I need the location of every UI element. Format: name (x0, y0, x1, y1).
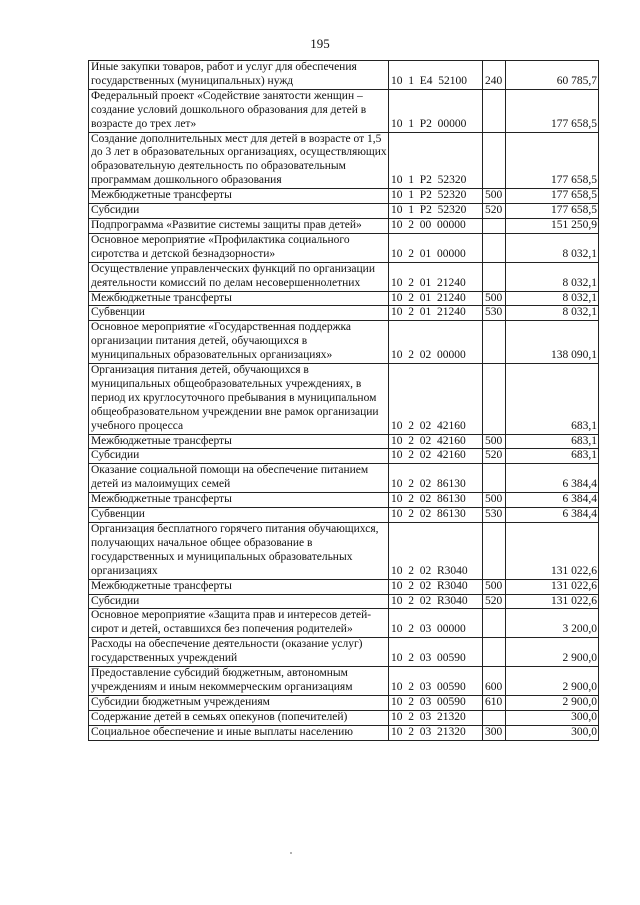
row-amount-cell: 8 032,1 (506, 306, 599, 321)
row-expense-type-cell: 520 (483, 594, 506, 609)
table-row (89, 189, 599, 204)
scan-speck (290, 852, 292, 854)
row-expense-type-cell: 520 (483, 204, 506, 219)
row-expense-type-cell: 500 (483, 579, 506, 594)
row-name-cell: Социальное обеспечение и иные выплаты населению (89, 725, 389, 740)
row-expense-type-cell: 500 (483, 189, 506, 204)
row-code-cell: 10 1 Е4 52100 (389, 61, 483, 90)
table-row (89, 464, 599, 493)
row-name-cell: Организация бесплатного горячего питания обучающихся, получающих начальное общее образование в государственных и муниципальных образовательных организациях (89, 523, 389, 580)
table-row (89, 233, 599, 262)
table-row (89, 321, 599, 364)
table-row (89, 493, 599, 508)
row-name-cell: Межбюджетные трансферты (89, 579, 389, 594)
row-name-cell: Создание дополнительных мест для детей в возрасте от 1,5 до 3 лет в образовательных организациях, осуществляющих образовательную деятельность по образовательным программам дошкольного образования (89, 132, 389, 189)
row-amount-cell: 8 032,1 (506, 262, 599, 291)
row-amount-cell: 300,0 (506, 710, 599, 725)
row-amount-cell: 131 022,6 (506, 523, 599, 580)
page-number: 195 (310, 36, 330, 51)
row-name-cell: Содержание детей в семьях опекунов (попечителей) (89, 710, 389, 725)
row-name-cell: Межбюджетные трансферты (89, 434, 389, 449)
row-name-cell: Предоставление субсидий бюджетным, автономным учреждениям и иным некоммерческим организациям (89, 667, 389, 696)
table-row (89, 579, 599, 594)
row-amount-cell: 300,0 (506, 725, 599, 740)
row-expense-type-cell: 520 (483, 449, 506, 464)
table-row (89, 218, 599, 233)
table-row (89, 710, 599, 725)
row-code-cell: 10 2 03 21320 (389, 725, 483, 740)
row-code-cell: 10 2 02 86130 (389, 464, 483, 493)
row-amount-cell: 138 090,1 (506, 321, 599, 364)
row-amount-cell: 8 032,1 (506, 233, 599, 262)
row-amount-cell: 8 032,1 (506, 291, 599, 306)
row-expense-type-cell: 240 (483, 61, 506, 90)
table-row (89, 132, 599, 189)
row-code-cell: 10 1 Р2 52320 (389, 189, 483, 204)
row-amount-cell: 131 022,6 (506, 579, 599, 594)
table-row (89, 523, 599, 580)
row-expense-type-cell: 500 (483, 493, 506, 508)
row-name-cell: Подпрограмма «Развитие системы защиты прав детей» (89, 218, 389, 233)
row-code-cell: 10 2 03 21320 (389, 710, 483, 725)
row-expense-type-cell (483, 710, 506, 725)
table-row (89, 364, 599, 435)
row-name-cell: Межбюджетные трансферты (89, 493, 389, 508)
row-amount-cell: 683,1 (506, 449, 599, 464)
row-name-cell: Федеральный проект «Содействие занятости женщин – создание условий дошкольного образования для детей в возрасте до трех лет» (89, 89, 389, 132)
row-expense-type-cell (483, 89, 506, 132)
row-code-cell: 10 2 03 00590 (389, 638, 483, 667)
table-row (89, 609, 599, 638)
row-name-cell: Расходы на обеспечение деятельности (оказание услуг) государственных учреждений (89, 638, 389, 667)
row-name-cell: Межбюджетные трансферты (89, 291, 389, 306)
row-expense-type-cell (483, 364, 506, 435)
row-expense-type-cell: 300 (483, 725, 506, 740)
row-name-cell: Межбюджетные трансферты (89, 189, 389, 204)
table-row (89, 204, 599, 219)
row-amount-cell: 151 250,9 (506, 218, 599, 233)
row-code-cell: 10 2 02 86130 (389, 508, 483, 523)
row-name-cell: Оказание социальной помощи на обеспечение питанием детей из малоимущих семей (89, 464, 389, 493)
row-code-cell: 10 2 02 86130 (389, 493, 483, 508)
table-row (89, 449, 599, 464)
row-name-cell: Осуществление управленческих функций по организации деятельности комиссий по делам несовершеннолетних (89, 262, 389, 291)
row-code-cell: 10 2 02 R3040 (389, 579, 483, 594)
row-name-cell: Субвенции (89, 508, 389, 523)
table-row (89, 667, 599, 696)
row-code-cell: 10 1 Р2 00000 (389, 89, 483, 132)
table-row (89, 61, 599, 90)
row-expense-type-cell (483, 523, 506, 580)
table-row (89, 89, 599, 132)
row-expense-type-cell (483, 609, 506, 638)
row-code-cell: 10 2 02 R3040 (389, 523, 483, 580)
row-name-cell: Основное мероприятие «Государственная поддержка организации питания детей, обучающихся в муниципальных образовательных организациях» (89, 321, 389, 364)
table-row (89, 306, 599, 321)
row-code-cell: 10 2 01 00000 (389, 233, 483, 262)
row-name-cell: Основное мероприятие «Профилактика социального сиротства и детской безнадзорности» (89, 233, 389, 262)
row-name-cell: Иные закупки товаров, работ и услуг для обеспечения государственных (муниципальных) нужд (89, 61, 389, 90)
table-row (89, 695, 599, 710)
row-name-cell: Субвенции (89, 306, 389, 321)
row-name-cell: Субсидии (89, 204, 389, 219)
row-expense-type-cell: 530 (483, 508, 506, 523)
row-expense-type-cell (483, 321, 506, 364)
row-code-cell: 10 2 03 00590 (389, 667, 483, 696)
row-amount-cell: 6 384,4 (506, 508, 599, 523)
row-name-cell: Субсидии (89, 449, 389, 464)
row-amount-cell: 3 200,0 (506, 609, 599, 638)
row-expense-type-cell (483, 233, 506, 262)
row-expense-type-cell (483, 262, 506, 291)
row-amount-cell: 6 384,4 (506, 464, 599, 493)
row-amount-cell: 2 900,0 (506, 638, 599, 667)
row-expense-type-cell: 530 (483, 306, 506, 321)
row-expense-type-cell (483, 638, 506, 667)
row-code-cell: 10 2 02 00000 (389, 321, 483, 364)
row-amount-cell: 177 658,5 (506, 89, 599, 132)
row-code-cell: 10 2 01 21240 (389, 306, 483, 321)
row-code-cell: 10 2 02 42160 (389, 434, 483, 449)
row-expense-type-cell: 600 (483, 667, 506, 696)
row-code-cell: 10 2 01 21240 (389, 291, 483, 306)
table-row (89, 638, 599, 667)
row-name-cell: Субсидии бюджетным учреждениям (89, 695, 389, 710)
row-expense-type-cell: 500 (483, 291, 506, 306)
row-code-cell: 10 2 02 R3040 (389, 594, 483, 609)
row-code-cell: 10 2 02 42160 (389, 364, 483, 435)
row-name-cell: Организация питания детей, обучающихся в муниципальных общеобразовательных учреждениях, в период их круглосуточного пребывания в муниципальном общеобразовательном учреждении вне рамок организации учебного процесса (89, 364, 389, 435)
row-expense-type-cell (483, 132, 506, 189)
table-row (89, 434, 599, 449)
row-amount-cell: 177 658,5 (506, 204, 599, 219)
row-expense-type-cell: 610 (483, 695, 506, 710)
table-row (89, 291, 599, 306)
row-expense-type-cell: 500 (483, 434, 506, 449)
row-amount-cell: 131 022,6 (506, 594, 599, 609)
row-amount-cell: 177 658,5 (506, 189, 599, 204)
row-amount-cell: 177 658,5 (506, 132, 599, 189)
budget-table (88, 60, 599, 741)
row-name-cell: Основное мероприятие «Защита прав и интересов детей-сирот и детей, оставшихся без попечения родителей» (89, 609, 389, 638)
row-amount-cell: 683,1 (506, 434, 599, 449)
row-expense-type-cell (483, 464, 506, 493)
row-amount-cell: 2 900,0 (506, 667, 599, 696)
row-code-cell: 10 2 01 21240 (389, 262, 483, 291)
row-code-cell: 10 1 Р2 52320 (389, 132, 483, 189)
row-amount-cell: 60 785,7 (506, 61, 599, 90)
row-code-cell: 10 2 02 42160 (389, 449, 483, 464)
table-row (89, 262, 599, 291)
row-amount-cell: 6 384,4 (506, 493, 599, 508)
row-code-cell: 10 1 Р2 52320 (389, 204, 483, 219)
row-code-cell: 10 2 00 00000 (389, 218, 483, 233)
row-code-cell: 10 2 03 00590 (389, 695, 483, 710)
row-code-cell: 10 2 03 00000 (389, 609, 483, 638)
table-row (89, 508, 599, 523)
row-name-cell: Субсидии (89, 594, 389, 609)
row-amount-cell: 683,1 (506, 364, 599, 435)
row-amount-cell: 2 900,0 (506, 695, 599, 710)
table-row (89, 594, 599, 609)
table-row (89, 725, 599, 740)
row-expense-type-cell (483, 218, 506, 233)
